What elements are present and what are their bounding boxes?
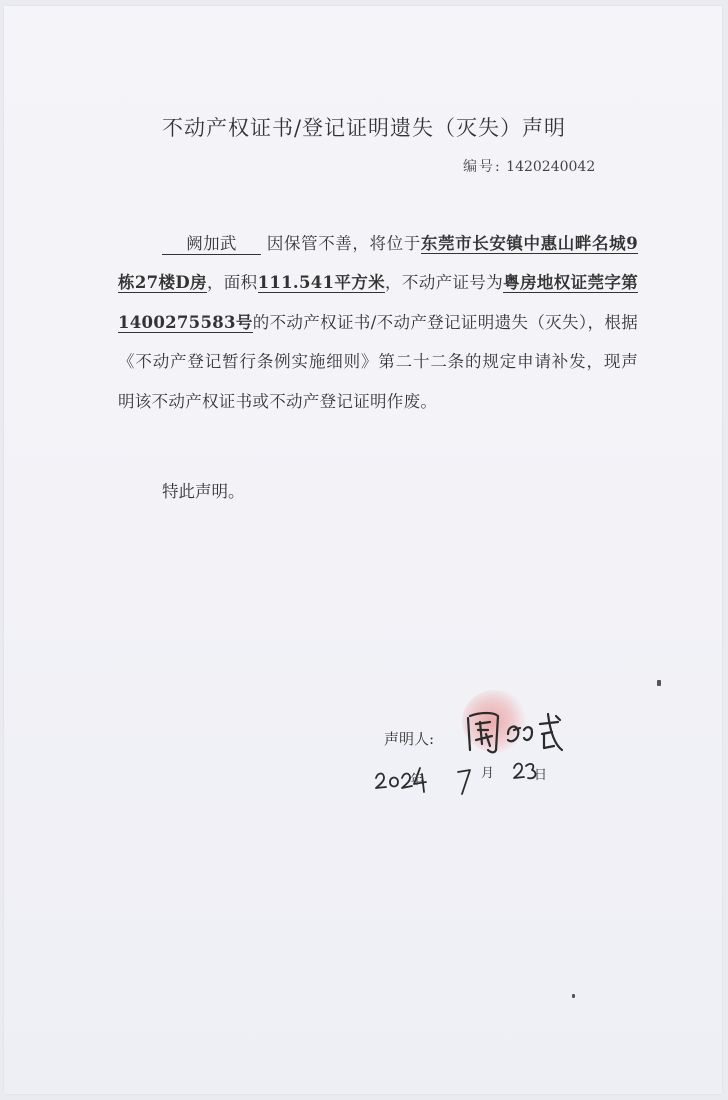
property-area: 111.541平方米 (257, 273, 385, 293)
declarant-label: 声明人: (384, 730, 435, 748)
certificate-number: 粤房地权证莞字第1400275583号 (118, 273, 638, 332)
handwritten-date (374, 752, 574, 804)
document-number-value: 1420240042 (506, 159, 596, 175)
body-segment-1: 因保管不善，将位于 (266, 234, 421, 253)
document-number-label: 编号: (463, 159, 502, 175)
document-title: 不动产权证书/登记证明遗失（灭失）声明 (161, 116, 567, 140)
property-address: 东莞市长安镇中惠山畔名城9栋27楼D房 (118, 234, 638, 293)
handwritten-signature (460, 700, 570, 760)
date-month-char: 月 (481, 766, 495, 781)
declarant-name: 阙加武 (162, 234, 261, 255)
body-segment-3: ，不动产证号为 (384, 273, 504, 293)
date-day-char: 日 (534, 768, 548, 783)
date-year-char: 年 (410, 773, 424, 788)
scan-speck (657, 680, 661, 686)
closing-statement: 特此声明。 (162, 482, 245, 501)
document-number (463, 156, 595, 176)
declaration-body (118, 224, 638, 421)
scan-speck (572, 994, 575, 998)
body-segment-4: 的不动产权证书/不动产登记证明遗失（灭失），根据《不动产登记暂行条例实施细则》第二十二条的规定申请补发，现声明该不动产权证书或不动产登记证明作废。 (118, 312, 638, 411)
body-segment-2: ，面积 (206, 273, 258, 293)
document-sheet (4, 6, 722, 1094)
